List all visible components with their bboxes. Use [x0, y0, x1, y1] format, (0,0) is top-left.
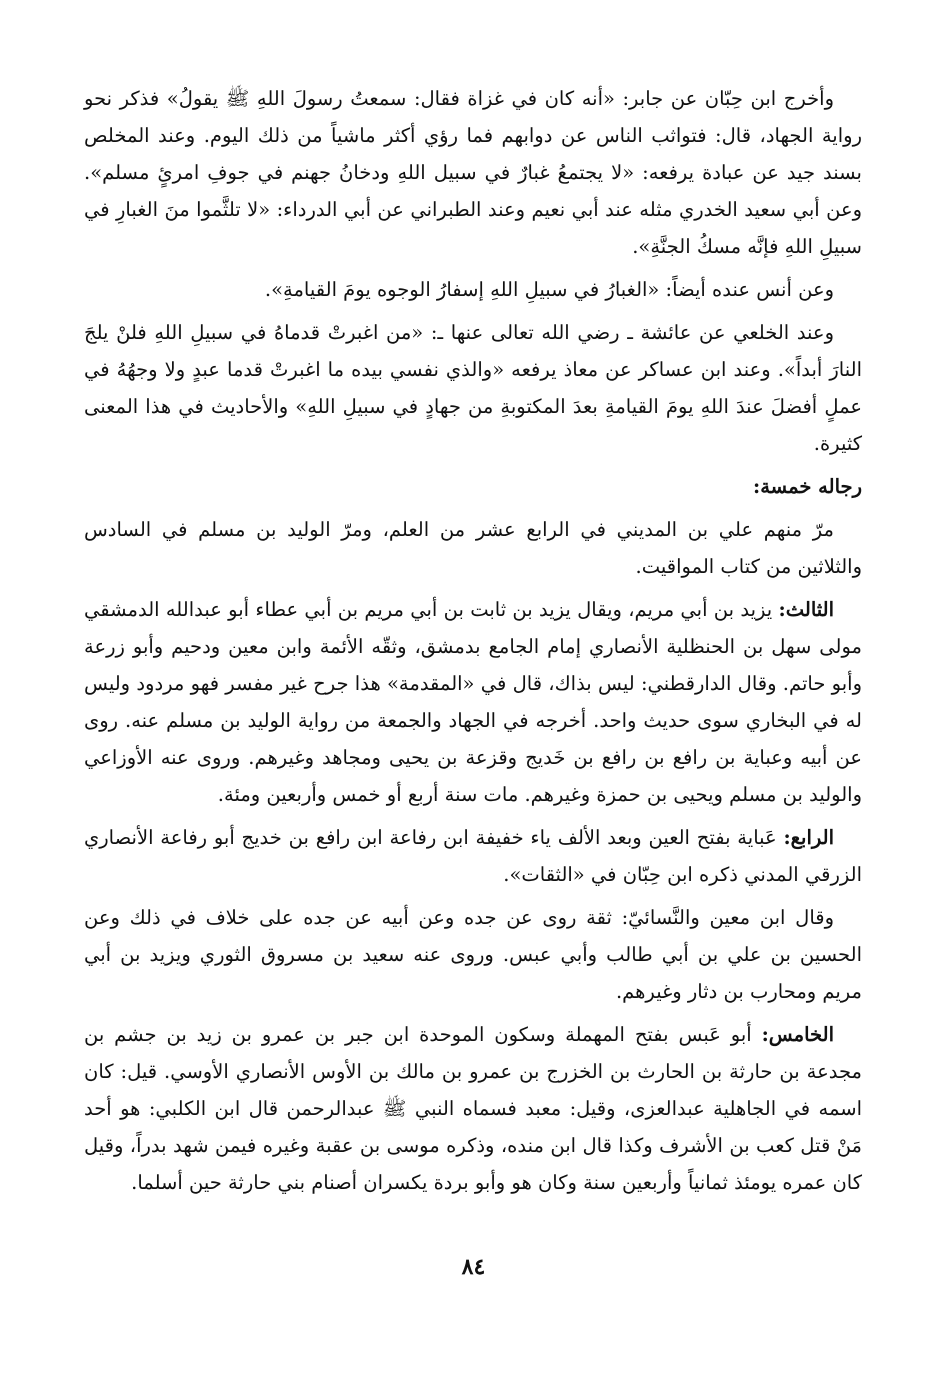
- section-heading-narrators: رجاله خمسة:: [753, 475, 862, 498]
- paragraph-hadith-anas: [84, 271, 862, 308]
- paragraph-text: مرّ منهم علي بن المديني في الرابع عشر من العلم، ومرّ الوليد بن مسلم في السادس والثلاثين من كتاب المواقيت.: [84, 518, 862, 578]
- paragraph-text: وعن أنس عنده أيضاً: «الغبارُ في سبيلِ اللهِ إسفارُ الوجوه يومَ القيامةِ».: [264, 278, 834, 301]
- paragraph-narrator-third: [84, 591, 862, 813]
- paragraph-narrator-fourth: [84, 819, 862, 893]
- paragraph-text: يزيد بن أبي مريم، ويقال يزيد بن ثابت بن أبي مريم بن أبي عطاء أبو عبدالله الدمشقي مولى سهل بن الحنظلية الأنصاري إمام الجامع بدمشق، وثقّه الأئمة وابن معين ودحيم وأبو زرعة وأبو حاتم. وقال الدارقطني: ليس بذاك، قال في «المقدمة» هذا جرح غير مفسر فهو مردود وليس له في البخاري سوى حديث واحد. أخرجه في الجهاد والجمعة من رواية الوليد بن مسلم عنه. روى عن أبيه وعباية بن رافع بن رافع بن خَديج وقزعة بن يحيى ومجاهد وغيرهم. وروى عنه الأوزاعي والوليد بن مسلم ويحيى بن حمزة وغيرهم. مات سنة أربع أو خمس وأربعين ومئة.: [84, 598, 862, 806]
- paragraph-text: عَباية بفتح العين وبعد الألف ياء خفيفة ابن رفاعة ابن رافع بن خديج أبو رفاعة الأنصاري الزرقي المدني ذكره ابن حِبّان في «الثقات».: [84, 826, 862, 886]
- paragraph-narrators-mentioned: [84, 511, 862, 585]
- page-body: [84, 80, 862, 1207]
- narrator-label: الرابع:: [783, 826, 834, 849]
- paragraph-narrator-fifth: [84, 1016, 862, 1201]
- narrator-label: الثالث:: [778, 598, 835, 621]
- page-number: ٨٤: [461, 1254, 486, 1280]
- paragraph-text: وقال ابن معين والنَّسائيّ: ثقة روى عن جده وعن أبيه عن جده على خلاف في ذلك وعن الحسين بن علي بن أبي طالب وأبي عبس. وروى عنه سعيد بن مسروق الثوري ويزيد بن أبي مريم ومحارب بن دثار وغيرهم.: [84, 906, 862, 1003]
- paragraph-text: أبو عَبس بفتح المهملة وسكون الموحدة ابن جبر بن عمرو بن زيد بن جشم بن مجدعة بن حارثة بن الحارث بن الخزرج بن عمرو بن مالك بن الأوس الأنصاري الأوسي. قيل: كان اسمه في الجاهلية عبدالعزى، وقيل: معبد فسماه النبي ﷺ عبدالرحمن قال ابن الكلبي: هو أحد مَنْ قتل كعب بن الأشرف وكذا قال ابن منده، وذكره موسى بن عقبة وغيره فيمن شهد بدراً، وقيل كان عمره يومئذ ثمانياً وأربعين سنة وكان هو وأبو بردة يكسران أصنام بني حارثة حين أسلما.: [84, 1023, 862, 1194]
- paragraph-hadith-aisha: [84, 314, 862, 462]
- paragraph-text: وأخرج ابن حِبّان عن جابر: «أنه كان في غزاة فقال: سمعتُ رسولَ اللهِ ﷺ يقولُ» فذكر نحو رواية الجهاد، قال: فتواثب الناس عن دوابهم فما رؤي أكثر ماشياً من ذلك اليوم. وعند المخلص بسند جيد عن عبادة يرفعه: «لا يجتمعُ غبارٌ في سبيل اللهِ ودخانُ جهنم في جوفِ امرئٍ مسلم». وعن أبي سعيد الخدري مثله عند أبي نعيم وعند الطبراني عن أبي الدرداء: «لا تلثَّموا منَ الغبارِ في سبيلِ اللهِ فإنَّه مسكُ الجنَّةِ».: [84, 87, 862, 258]
- paragraph-text: وعند الخلعي عن عائشة ـ رضي الله تعالى عنها ـ: «من اغبرتْ قدماهُ في سبيلِ اللهِ فلنْ يلجَ النارَ أبداً». وعند ابن عساكر عن معاذ يرفعه «والذي نفسي بيده ما اغبرتْ قدما عبدٍ ولا وجهُهُ في عملٍ أفضلَ عندَ اللهِ يومَ القيامةِ بعدَ المكتوبةِ من جهادٍ في سبيلِ اللهِ» والأحاديث في هذا المعنى كثيرة.: [84, 321, 862, 455]
- paragraph-hadith-jabir: [84, 80, 862, 265]
- narrator-label: الخامس:: [761, 1023, 834, 1046]
- paragraph-narrator-fourth-cont: [84, 899, 862, 1010]
